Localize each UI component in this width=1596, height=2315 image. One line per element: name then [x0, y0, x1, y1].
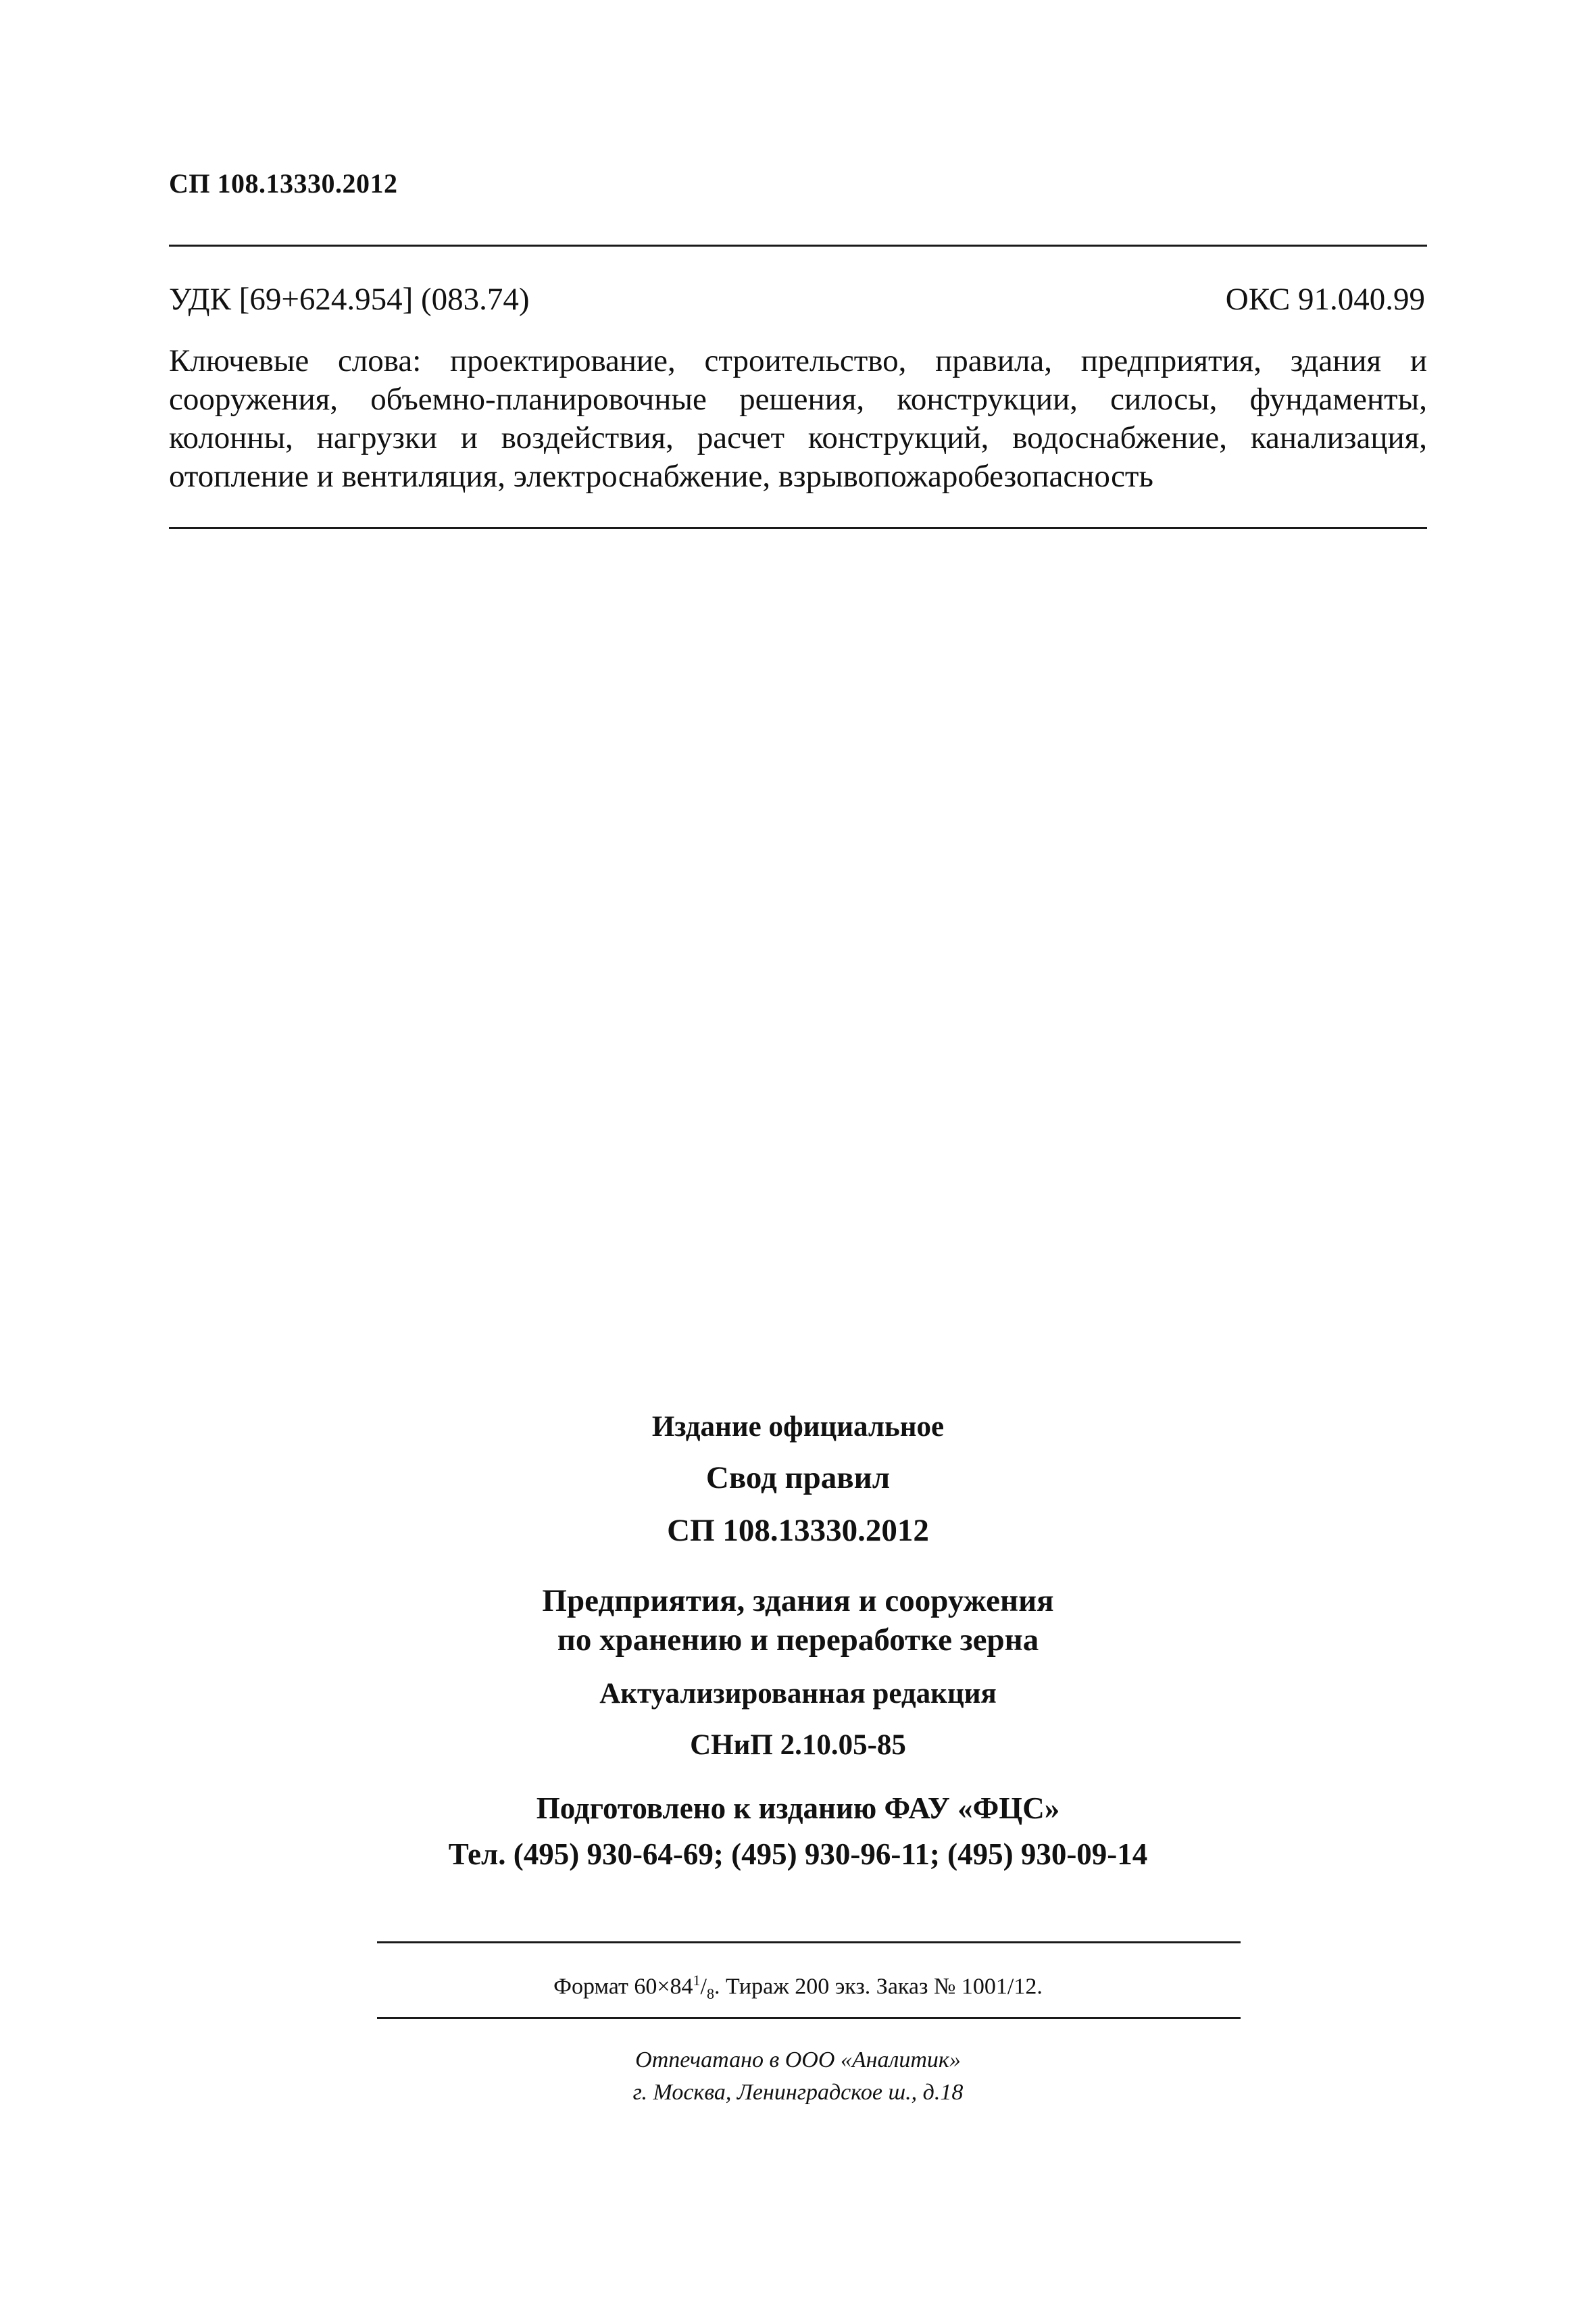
- actualized-edition-label: Актуализированная редакция: [599, 1678, 997, 1710]
- document-code-header: СП 108.13330.2012: [169, 168, 398, 199]
- print-format-info: Формат $60\times 84^1/_8$. Тираж 200 экз. Заказ № 1001/12.: [553, 1972, 1043, 2003]
- top-divider: [169, 245, 1427, 247]
- format-sup: 1: [693, 1972, 701, 1989]
- printer-name: Отпечатано в ООО «Аналитик»: [635, 2047, 961, 2072]
- code-of-rules-label: Свод правил: [705, 1460, 891, 1495]
- imprint-top-divider: [377, 1941, 1241, 1943]
- keywords-divider: [169, 527, 1427, 529]
- format-prefix: Формат 60×84: [553, 1974, 693, 1999]
- sp-code: СП 108.13330.2012: [667, 1513, 929, 1548]
- udk-code: УДК [69+624.954] (083.74): [169, 282, 530, 317]
- keywords-line: сооружения, объемно-планировочные решения, конструкции, силосы, фундаменты,: [169, 382, 1427, 417]
- keywords-line: отопление и вентиляция, электроснабжение, взрывопожаробезопасность: [169, 459, 1153, 494]
- format-sub: 8: [707, 1985, 714, 2003]
- document-title-line: Предприятия, здания и сооружения: [542, 1583, 1054, 1618]
- keywords-line: колонны, нагрузки и воздействия, расчет конструкций, водоснабжение, канализация,: [169, 420, 1427, 455]
- phone-numbers: Тел. (495) 930-64-69; (495) 930-96-11; (495) 930-09-14: [448, 1837, 1148, 1871]
- snip-code: СНиП 2.10.05-85: [690, 1729, 906, 1761]
- keywords-paragraph: [169, 342, 1427, 496]
- imprint-bottom-divider: [377, 2017, 1241, 2019]
- official-edition-label: Издание официальное: [651, 1411, 945, 1443]
- prepared-by-line: Подготовлено к изданию ФАУ «ФЦС»: [536, 1791, 1060, 1825]
- printer-address: г. Москва, Ленинградское ш., д.18: [632, 2080, 964, 2105]
- keywords-line: Ключевые слова: проектирование, строительство, правила, предприятия, здания и: [169, 343, 1427, 378]
- document-title-line: по хранению и переработке зерна: [557, 1622, 1039, 1658]
- oks-code: ОКС 91.040.99: [1225, 282, 1425, 317]
- format-suffix: . Тираж 200 экз. Заказ № 1001/12.: [714, 1974, 1043, 1999]
